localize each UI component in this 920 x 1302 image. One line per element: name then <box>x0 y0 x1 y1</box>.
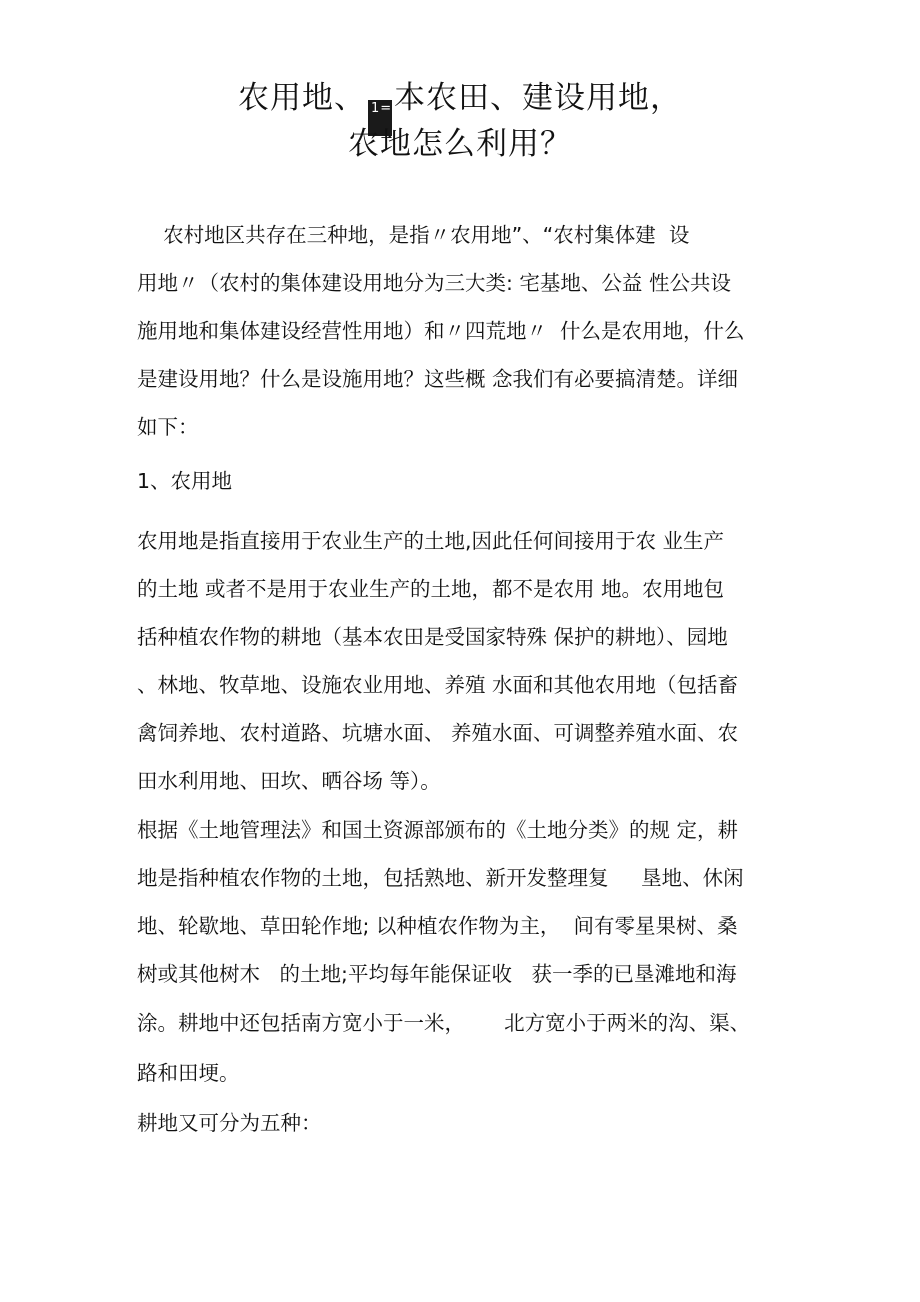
title-text-part2: 本农田、建设用地， <box>394 80 682 116</box>
paragraph-line: 涂。耕地中还包括南方宽小于一米， 北方宽小于两米的沟、渠、 <box>137 1011 751 1035</box>
paragraph-line: 树或其他树木 的土地;平均每年能保证收 获一季的已垦滩地和海 <box>137 962 737 986</box>
paragraph-line: 农村地区共存在三种地，是指〃农用地”、“农村集体建 设 <box>137 223 690 247</box>
document-title-line2: 农地怎么利用？ <box>348 126 572 162</box>
paragraph-line: 的土地 或者不是用于农业生产的土地，都不是农用 地。农用地包 <box>137 577 725 601</box>
title-artifact-mark: 1=1 <box>368 100 392 136</box>
paragraph-line: 是建设用地？什么是设施用地？这些概 念我们有必要搞清楚。详细 <box>137 367 739 391</box>
title-text-part1: 农用地、 <box>238 80 366 116</box>
paragraph-line: 地是指种植农作物的土地，包括熟地、新开发整理复 垦地、休闲 <box>137 866 744 890</box>
paragraph-line: 施用地和集体建设经营性用地）和〃四荒地〃 什么是农用地，什么 <box>137 319 745 343</box>
paragraph-line: 如下： <box>137 415 199 439</box>
paragraph-line: 地、轮歇地、草田轮作地; 以种植农作物为主， 间有零星果树、桑 <box>137 914 738 938</box>
paragraph-line: 、林地、牧草地、设施农业用地、养殖 水面和其他农用地（包括畜 <box>137 673 739 697</box>
section-heading: 1、农用地 <box>137 469 233 493</box>
paragraph-line: 农用地是指直接用于农业生产的土地,因此任何间接用于农 业生产 <box>137 529 725 553</box>
paragraph-line: 禽饲养地、农村道路、坑塘水面、 养殖水面、可调整养殖水面、农 <box>137 721 739 745</box>
paragraph-line: 根据《土地管理法》和国土资源部颁布的《土地分类》的规 定，耕 <box>137 818 739 842</box>
paragraph-line: 用地〃（农村的集体建设用地分为三大类: 宅基地、公益 性公共设 <box>137 271 731 295</box>
paragraph-line: 田水利用地、田坎、晒谷场 等）。 <box>137 769 441 793</box>
paragraph-line: 括种植农作物的耕地（基本农田是受国家特殊 保护的耕地）、园地 <box>137 625 728 649</box>
paragraph-line: 路和田埂。 <box>137 1061 240 1085</box>
paragraph-line: 耕地又可分为五种： <box>137 1111 322 1135</box>
